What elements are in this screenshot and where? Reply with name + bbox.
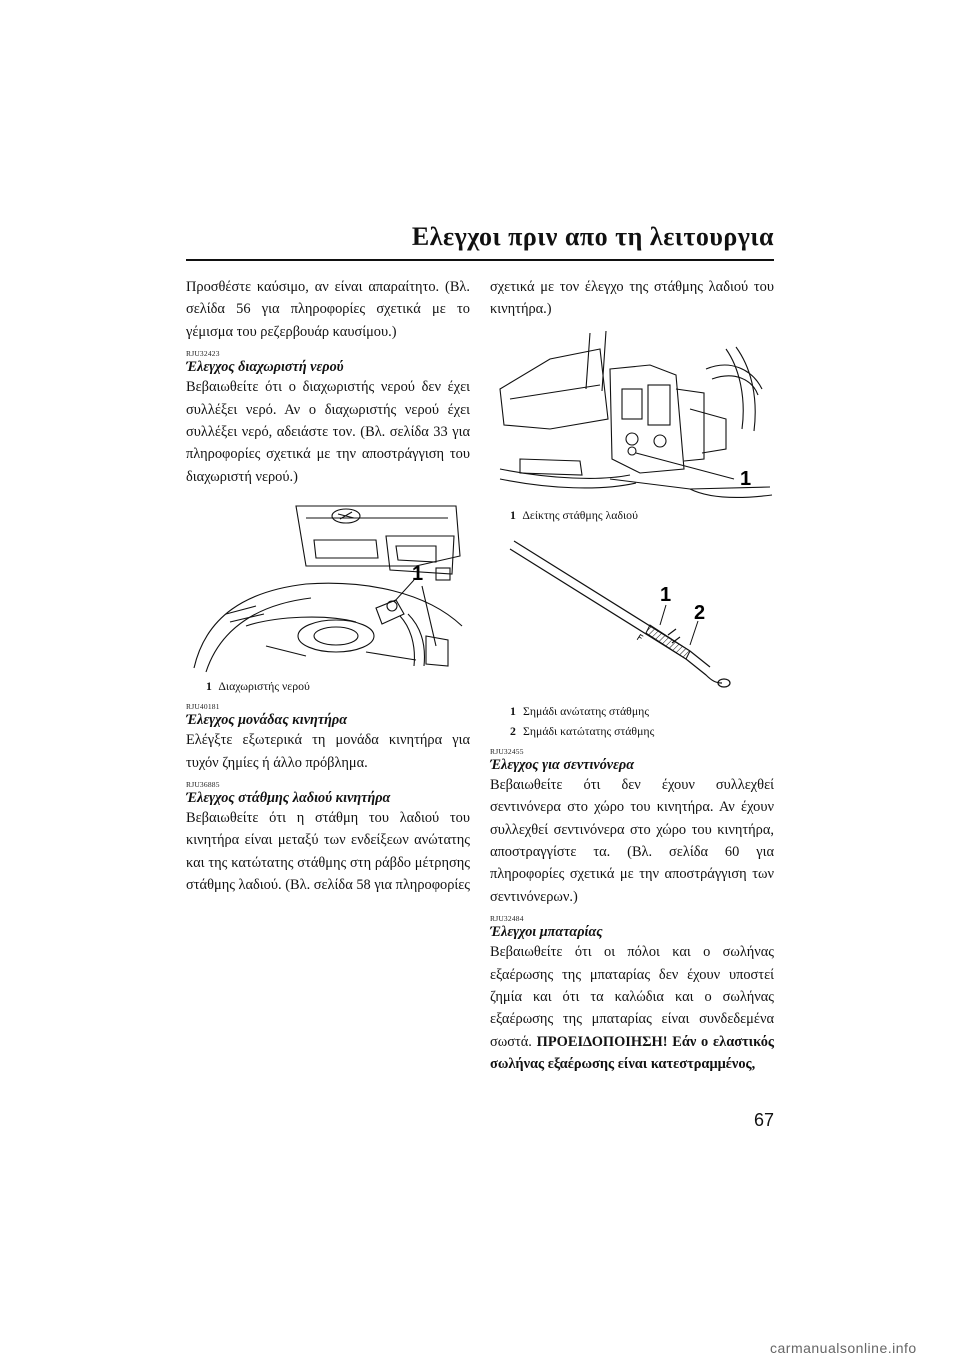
warning-text: ΠΡΟΕΙΔΟΠΟΙΗΣΗ! Εάν ο ελαστικός σωλήνας εξαέρωσης είναι κατεστραμμένος,: [490, 1033, 774, 1073]
caption-number: 2: [510, 723, 516, 738]
caption-text: Σημάδι ανώτατης στάθμης: [522, 703, 650, 718]
section-title-water-separator: Έλεγχος διαχωριστή νερού: [186, 359, 344, 376]
right-column: [490, 276, 774, 1076]
engine-oil-paragraph: Βεβαιωθείτε ότι η στάθμη του λαδιού του κινητήρα είναι μεταξύ των ενδείξεων ανώτατης και της κατώτατης στάθμης στη ράβδο μέτρησης στάθμης λαδιού. (Βλ. σελίδα 58 για πληροφορίες: [186, 810, 470, 894]
left-column: [186, 276, 470, 897]
continuation-paragraph: σχετικά με τον έλεγχο της στάθμης λαδιού του κινητήρα.): [490, 279, 774, 318]
watermark: carmanualsonline.info: [770, 1340, 917, 1356]
caption-text: Διαχωριστής νερού: [218, 679, 310, 694]
water-separator-illustration: [186, 496, 470, 676]
caption-number: 1: [206, 679, 212, 694]
intro-paragraph: Προσθέστε καύσιμο, αν είναι απαραίτητο. (Βλ. σελίδα 56 για πληροφορίες σχετικά με το γέμισμα του ρεζερβουάρ καυσίμου.): [186, 279, 470, 340]
battery-paragraph: [490, 941, 774, 1075]
dipstick-marks-illustration: [490, 533, 774, 701]
page-header: Ελεγχοι πριν απο τη λειτουργια: [411, 222, 774, 251]
figure-caption: [206, 676, 470, 696]
engine-unit-paragraph: Ελέγξτε εξωτερικά τη μονάδα κινητήρα για τυχόν ζημίες ή άλλο πρόβλημα.: [186, 732, 470, 771]
section-code: RJU36885: [186, 780, 220, 790]
section-code: RJU32455: [490, 746, 524, 756]
figure-caption: [510, 505, 774, 525]
water-separator-paragraph: Βεβαιωθείτε ότι ο διαχωριστής νερού δεν έχει συλλέξει νερό. Αν ο διαχωριστής νερού έχει συλλέξει νερό, αδειάστε τον. (Βλ. σελίδα 33 για πληροφορίες σχετικά με την αποστράγγιση του διαχωριστή νερού.): [186, 379, 470, 485]
section-code: RJU32423: [186, 349, 220, 359]
caption-number: 1: [510, 703, 516, 718]
bilge-water-paragraph: Βεβαιωθείτε ότι δεν έχουν συλλεχθεί σεντινόνερα στο χώρο του κινητήρα. Αν έχουν συλλεχθεί σεντινόνερα στο χώρο του κινητήρα, αποστραγγίστε τα. (Βλ. σελίδα 60 για πληροφορίες σχετικά με την αποστράγγιση των σεντινόνερων.): [490, 776, 774, 905]
figure-dipstick-marks: [490, 533, 774, 741]
figure-oil-dipstick: [490, 329, 774, 525]
caption-number: 1: [510, 507, 516, 522]
section-title-bilge-water: Έλεγχος για σεντινόνερα: [490, 756, 635, 773]
figure-callout-1: 1: [740, 467, 752, 490]
figure-caption: [510, 701, 774, 721]
battery-body: Βεβαιωθείτε ότι οι πόλοι και ο σωλήνας εξαέρωσης της μπαταρίας δεν έχουν υποστεί ζημία και ότι τα καλώδια και ο σωλήνας εξαέρωσης της μπαταρίας είναι συνδεδεμένα σωστά.: [490, 944, 774, 1050]
section-code: RJU32484: [490, 914, 524, 924]
figure-callout-1: 1: [660, 583, 672, 606]
caption-text: Δείκτης στάθμης λαδιού: [522, 507, 638, 522]
page-number: 67: [753, 1110, 774, 1130]
figure-caption: [510, 721, 774, 741]
figure-callout-2: 2: [694, 601, 706, 624]
caption-text: Σημάδι κατώτατης στάθμης: [522, 723, 655, 738]
section-title-battery: Έλεγχοι μπαταρίας: [490, 924, 603, 941]
header-rule: [186, 259, 774, 261]
svg-text:F: F: [634, 632, 645, 645]
oil-dipstick-illustration: [490, 329, 774, 505]
section-title-engine-oil: Έλεγχος στάθμης λαδιού κινητήρα: [186, 790, 391, 807]
figure-callout-1: 1: [412, 563, 424, 586]
figure-water-separator: [186, 496, 470, 696]
section-code: RJU40181: [186, 702, 220, 712]
section-title-engine-unit: Έλεγχος μονάδας κινητήρα: [186, 712, 348, 729]
